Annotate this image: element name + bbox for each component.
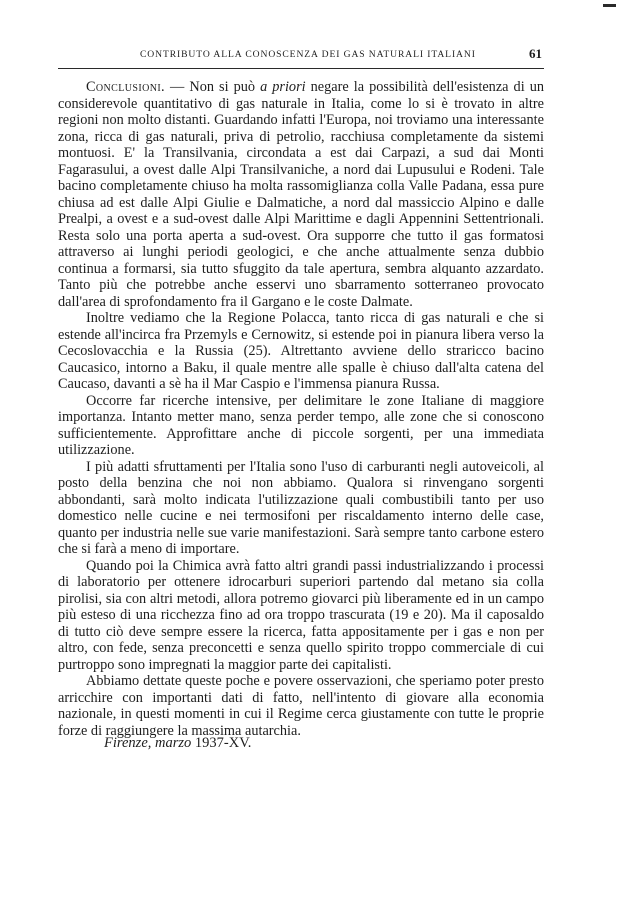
section-lead: Conclusioni. [86, 79, 166, 95]
header-rule [58, 68, 544, 69]
paragraph-ricerche: Occorre far ricerche intensive, per delimitare le zone Italiane di maggiore importanza. Intanto metter mano, senza perder tempo, alle zone che si conoscono sufficientemente. Approfittare anche di piccole sorgenti, per una immediata utilizzazione. [58, 392, 544, 458]
page-number: 61 [529, 46, 542, 61]
paragraph-conclusioni [58, 79, 544, 310]
paragraph-polacca: Inoltre vediamo che la Regione Polacca, tanto ricca di gas naturali e che si estende all'incirca fra Przemyls e Cernowitz, si estende poi in pianura libera verso la Cecoslovacchia e la Russia (25). Altrettanto avviene dello straricco bacino Caucasico, intorno a Baku, il quale mentre alle spalle è chiuso dall'alta catena del Caucaso, davanti a sè ha il Mar Caspio e l'immensa pianura Russa. [58, 310, 544, 392]
paragraph-osservazioni: Abbiamo dettate queste poche e povere osservazioni, che speriamo poter presto arricchire con importanti dati di fatto, nell'intento di giovare alla economia nazionale, in questi momenti in cui il Regime cerca giustamente con tutte le proprie forze di raggiungere la massima autarchia. [58, 673, 544, 739]
paragraph-chimica: Quando poi la Chimica avrà fatto altri grandi passi industrializzando i processi di laboratorio per ottenere idrocarburi superiori partendo dal metano sia colla pirolisi, sia con altri metodi, allora potremo giovarci più liberamente ed in un campo più esteso di una ricchezza fino ad ora troppo trascurata (19 e 20). Ma il caposaldo di tutto ciò deve sempre essere la ricerca, fatta appositamente per i gas e non per altro, con fede, senza preconcetti e senza quello spirito troppo commerciale di cui purtroppo sono impregnati la maggior parte dei capitalisti. [58, 557, 544, 673]
running-head: CONTRIBUTO ALLA CONOSCENZA DEI GAS NATURALI ITALIANI [140, 49, 476, 60]
dateline-year: 1937-XV. [194, 735, 252, 751]
paragraph-lead-text: — Non si può [165, 79, 261, 95]
corner-scan-mark [603, 4, 616, 7]
dateline [104, 735, 251, 752]
body-text [58, 79, 544, 739]
dateline-place-date: Firenze, marzo [104, 735, 192, 751]
emphasis-a-priori: a priori [260, 79, 306, 95]
page-header [58, 48, 544, 66]
paragraph-sfruttamenti: I più adatti sfruttamenti per l'Italia sono l'uso di carburanti negli autoveicoli, al posto della benzina che noi non abbiamo. Qualora si rinvengano sorgenti abbondanti, sarà molto indicata l'utilizzazione quali combustibili tanto per uso domestico nelle cucine e nei termosifoni per riscaldamento interno delle case, quanto per industria nelle sue varie manifestazioni. Sarà sempre tanto carbone estero che si farà a meno di importare. [58, 458, 544, 557]
paragraph-text: negare la possibilità dell'esistenza di un considerevole quantitativo di gas naturale in Italia, come lo si è trovato in altre regioni non molto distanti. Guardando infatti l'Europa, noi troviamo una interessante zona, ricca di gas naturali, priva di petrolio, racchiusa completamente da sistemi montuosi. E' la Transilvania, circondata a est dai Carpazi, a sud dai Monti Fagarasului, a ovest dalle Alpi Transilvaniche, a nord dai Lupusului e Rodeni. Tale bacino completamente chiuso ha molta rassomiglianza colla Valle Padana, essa pure chiusa ad est dalle Alpi Giulie e Dalmatiche, a nord dal massiccio Alpino e dalle Prealpi, a ovest e a sud-ovest dalle Alpi Marittime e dagli Appennini Settentrionali. Resta solo una porta aperta a sud-ovest. Ora supporre che tutto il gas formatosi attraverso ai lunghi periodi geologici, e che anche attualmente senza dubbio continua a formarsi, sia tutto sfuggito da tale apertura, sembra alquanto azzardato. Tanto più che potrebbe anche esservi uno sbarramento sotterraneo provocato dall'area di sprofondamento fra il Gargano e le coste Dalmate. [58, 79, 544, 310]
